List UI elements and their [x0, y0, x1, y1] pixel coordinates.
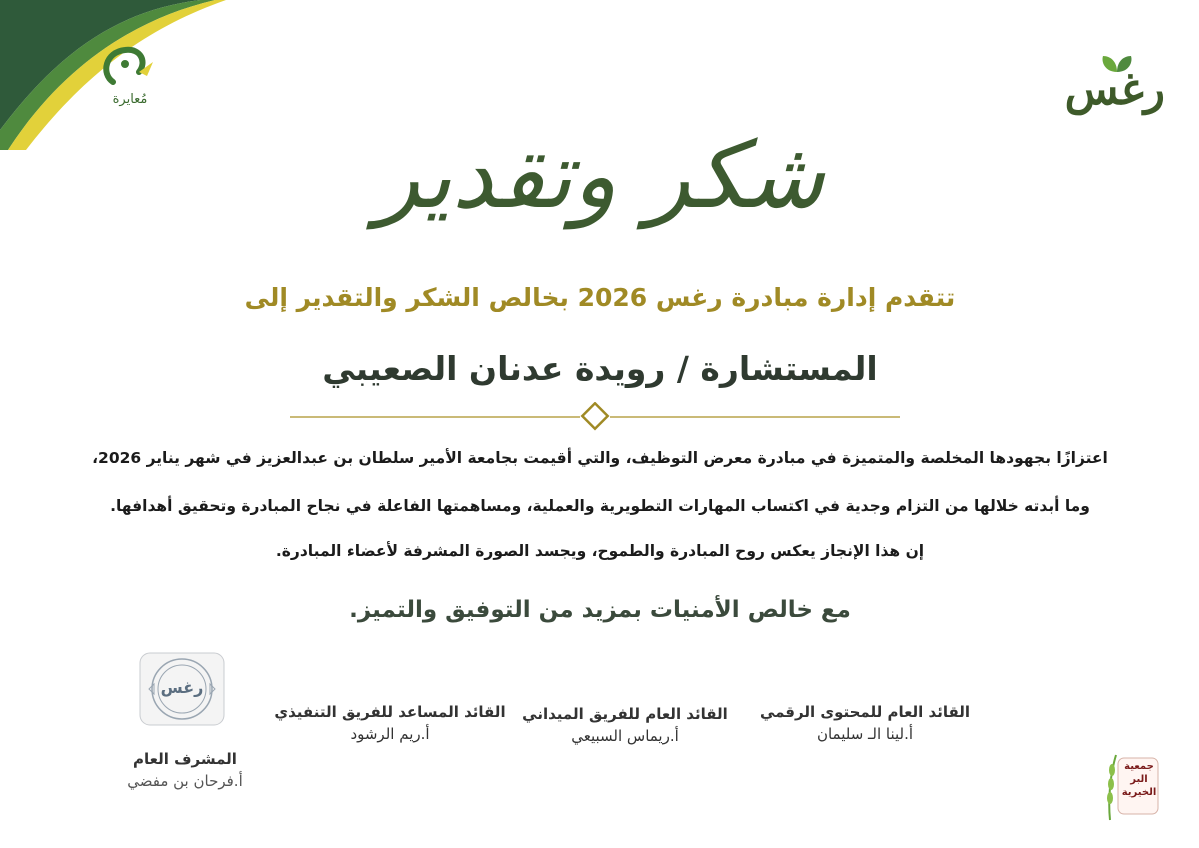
signature-name: أ.ريماس السبيعي [571, 727, 679, 745]
brand-logo-right [1045, 50, 1165, 120]
signature-name: أ.ريم الرشود [350, 725, 430, 743]
signature-executive-team-assistant [265, 703, 515, 743]
closing-wish: مع خالص الأمنيات بمزيد من التوفيق والتميز. [349, 597, 851, 623]
logo-mark-icon [95, 42, 165, 92]
recipient-name: المستشارة / رويدة عدنان الصعيبي [322, 349, 878, 388]
signature-name: أ.فرحان بن مفضي [127, 772, 243, 790]
signature-title: القائد العام للمحتوى الرقمي [759, 703, 971, 721]
signature-digital-content-lead [740, 703, 990, 743]
intro-line: تتقدم إدارة مبادرة رغس 2026 بخالص الشكر والتقدير إلى [244, 283, 956, 312]
brand-logo-left [95, 42, 165, 114]
signature-title: القائد العام للفريق الميداني [522, 705, 728, 723]
ornamental-divider [290, 402, 900, 432]
certificate-heading: شكر وتقدير [375, 121, 825, 229]
body-paragraph-2: وما أبدته خلالها من التزام وجدية في اكتساب المهارات التطويرية والعملية، ومساهمتها الفاعلة في نجاح المبادرة وتحقيق أهدافها. [110, 497, 1090, 515]
signature-title: القائد المساعد للفريق التنفيذي [274, 703, 506, 721]
charity-name: جمعية البر الخيرية [1121, 761, 1157, 798]
signature-name: أ.لينا الـ سليمان [816, 725, 914, 743]
body-paragraph-1: اعتزازًا بجهودها المخلصة والمتميزة في مبادرة معرض التوظيف، والتي أقيمت بجامعة الأمير سلطان بن عبدالعزيز في شهر يناير 2026، [92, 449, 1108, 467]
stamp-text: رغس [160, 678, 204, 697]
brand-name-right: رغس [1064, 64, 1165, 115]
signature-title: المشرف العام [133, 750, 237, 768]
signature-field-team-lead [500, 705, 750, 745]
brand-name-left: مُعايرة [112, 92, 148, 107]
initiative-stamp [137, 650, 227, 728]
signature-general-supervisor [100, 750, 270, 790]
body-paragraph-3: إن هذا الإنجاز يعكس روح المبادرة والطموح، ويجسد الصورة المشرفة لأعضاء المبادرة. [275, 542, 925, 560]
charity-logo [1100, 750, 1160, 822]
